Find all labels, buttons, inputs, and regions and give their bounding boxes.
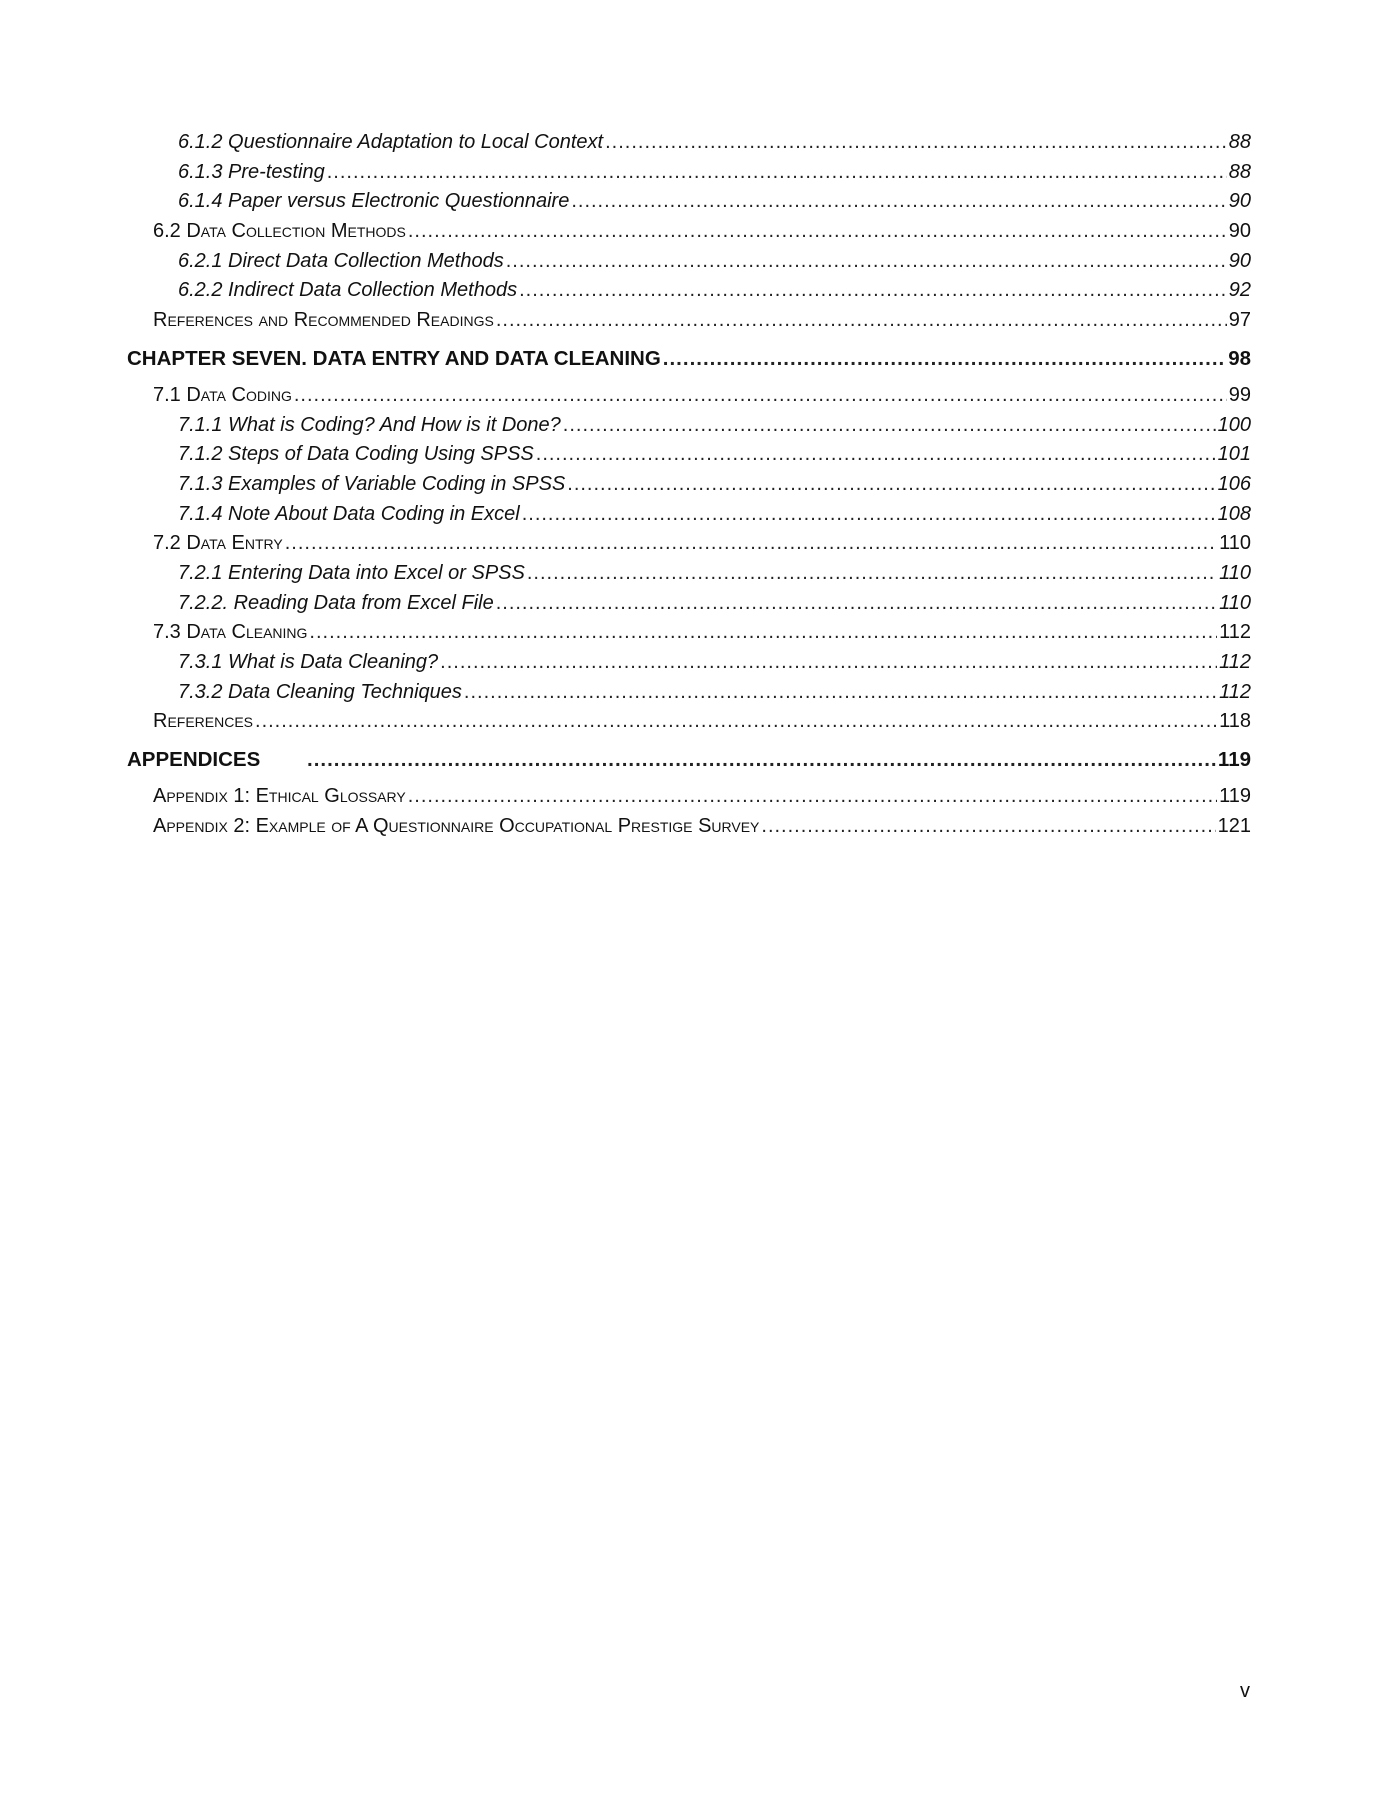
- toc-dot-leader: [519, 276, 1227, 306]
- toc-entry[interactable]: [127, 217, 1251, 247]
- toc-entry-label: 7.2.2. Reading Data from Excel File: [178, 591, 494, 614]
- toc-entry-label: 7.3.2 Data Cleaning Techniques: [178, 680, 462, 703]
- toc-entry[interactable]: [127, 276, 1251, 306]
- toc-entry-label: 6.1.3 Pre-testing: [178, 160, 325, 183]
- toc-page-number: 119: [1219, 785, 1251, 808]
- toc-dot-leader: [496, 589, 1217, 619]
- toc-page-number: 110: [1219, 532, 1251, 555]
- toc-page-number: 110: [1219, 561, 1251, 584]
- toc-entry[interactable]: [127, 589, 1251, 619]
- toc-page-number: 98: [1228, 346, 1251, 370]
- toc-dot-leader: [408, 217, 1227, 247]
- toc-dot-leader: [567, 470, 1215, 500]
- toc-entry[interactable]: [127, 158, 1251, 188]
- toc-entry-label: 7.2 Data Entry: [153, 532, 283, 555]
- toc-page-number: 90: [1228, 220, 1251, 243]
- toc-entry[interactable]: [127, 411, 1251, 441]
- toc-page-number: 92: [1228, 279, 1251, 302]
- toc-entry[interactable]: [127, 559, 1251, 589]
- toc-entry-label: 6.2.2 Indirect Data Collection Methods: [178, 279, 518, 302]
- toc-dot-leader: [327, 158, 1227, 188]
- toc-dot-leader: [571, 187, 1226, 217]
- toc-dot-leader: [307, 743, 1216, 776]
- toc-entry-label: 6.2 Data Collection Methods: [153, 220, 406, 243]
- toc-entry-label: References and Recommended Readings: [153, 309, 494, 332]
- toc-entry[interactable]: [127, 707, 1251, 737]
- toc-page-number: 110: [1219, 591, 1251, 614]
- toc-dot-leader: [294, 381, 1227, 411]
- toc-entry[interactable]: [127, 782, 1251, 812]
- toc-entry[interactable]: [127, 187, 1251, 217]
- toc-chapter-entry[interactable]: [127, 342, 1251, 375]
- toc-entry-label: 6.2.1 Direct Data Collection Methods: [178, 249, 504, 272]
- table-of-contents: [127, 128, 1251, 841]
- toc-page-number: 88: [1228, 131, 1251, 153]
- toc-page-number: 97: [1228, 309, 1251, 332]
- toc-page-number: 121: [1217, 814, 1251, 837]
- toc-entry-label: 7.3 Data Cleaning: [153, 621, 308, 644]
- toc-dot-leader: [309, 618, 1217, 648]
- toc-entry[interactable]: [127, 529, 1251, 559]
- toc-entry[interactable]: [127, 470, 1251, 500]
- toc-entry-label: Appendix 2: Example of A Questionnaire Occupational Prestige Survey: [153, 814, 760, 837]
- toc-dot-leader: [408, 782, 1217, 812]
- toc-entry[interactable]: [127, 648, 1251, 678]
- toc-entry[interactable]: [127, 306, 1251, 336]
- toc-page-number: 118: [1219, 710, 1251, 733]
- toc-dot-leader: [496, 306, 1227, 336]
- toc-page-number: 101: [1217, 443, 1251, 466]
- toc-entry-label: Appendix 1: Ethical Glossary: [153, 785, 406, 808]
- toc-page-number: 112: [1219, 680, 1251, 703]
- page-number-footer: v: [1240, 1680, 1250, 1702]
- toc-entry-label: 6.1.2 Questionnaire Adaptation to Local Context: [178, 131, 604, 153]
- toc-entry-label: 7.1.3 Examples of Variable Coding in SPSS: [178, 472, 566, 495]
- toc-entry-label: 7.1 Data Coding: [153, 383, 292, 406]
- toc-dot-leader: [536, 440, 1216, 470]
- toc-dot-leader: [563, 411, 1216, 441]
- toc-entry-label: 7.2.1 Entering Data into Excel or SPSS: [178, 561, 525, 584]
- toc-page-number: 90: [1228, 249, 1251, 272]
- toc-entry[interactable]: [127, 678, 1251, 708]
- toc-chapter-label: APPENDICES: [127, 748, 261, 772]
- toc-entry[interactable]: [127, 128, 1251, 158]
- toc-chapter-label: CHAPTER SEVEN. DATA ENTRY AND DATA CLEANING: [127, 346, 661, 370]
- toc-page-number: 90: [1228, 190, 1251, 213]
- toc-entry-label: 7.1.4 Note About Data Coding in Excel: [178, 502, 520, 525]
- toc-entry[interactable]: [127, 247, 1251, 277]
- toc-dot-leader: [663, 342, 1226, 375]
- toc-entry[interactable]: [127, 812, 1251, 842]
- toc-page-number: 108: [1217, 502, 1251, 525]
- toc-dot-leader: [527, 559, 1217, 589]
- toc-entry[interactable]: [127, 500, 1251, 530]
- toc-entry-label: 7.1.1 What is Coding? And How is it Done?: [178, 413, 561, 436]
- toc-dot-leader: [255, 707, 1217, 737]
- toc-dot-leader: [440, 648, 1217, 678]
- toc-chapter-entry[interactable]: [127, 743, 1251, 776]
- toc-dot-leader: [761, 812, 1215, 842]
- toc-page-number: 106: [1217, 472, 1251, 495]
- toc-dot-leader: [522, 500, 1216, 530]
- toc-entry-label: 6.1.4 Paper versus Electronic Questionnaire: [178, 190, 570, 213]
- toc-page-number: 119: [1217, 748, 1251, 772]
- toc-page-number: 100: [1217, 413, 1251, 436]
- toc-page-number: 112: [1219, 651, 1251, 673]
- toc-entry[interactable]: [127, 618, 1251, 648]
- toc-entry-label: References: [153, 710, 254, 733]
- toc-page-number: 112: [1219, 621, 1251, 644]
- toc-entry[interactable]: [127, 381, 1251, 411]
- toc-dot-leader: [464, 678, 1217, 708]
- toc-entry-label: 7.1.2 Steps of Data Coding Using SPSS: [178, 443, 534, 466]
- toc-entry-label: 7.3.1 What is Data Cleaning?: [178, 651, 439, 673]
- toc-entry[interactable]: [127, 440, 1251, 470]
- toc-dot-leader: [506, 247, 1227, 277]
- toc-page-number: 88: [1228, 160, 1251, 183]
- toc-dot-leader: [285, 529, 1217, 559]
- toc-page-number: 99: [1228, 383, 1251, 406]
- toc-dot-leader: [605, 128, 1227, 158]
